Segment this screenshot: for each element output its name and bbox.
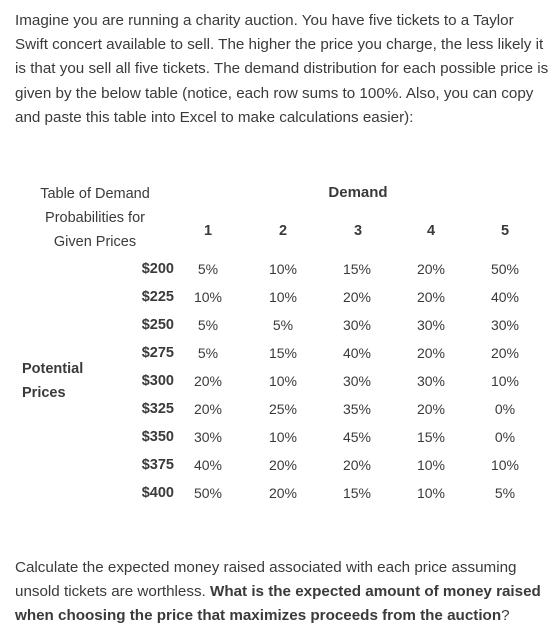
probability-cell: 15% xyxy=(268,345,298,361)
probability-cell: 5% xyxy=(494,485,516,501)
probability-cell: 5% xyxy=(197,261,219,277)
probability-cell: 25% xyxy=(268,401,298,417)
row-header xyxy=(22,357,83,405)
probability-cell: 10% xyxy=(268,373,298,389)
probability-cell: 5% xyxy=(197,317,219,333)
probability-cell: 20% xyxy=(342,457,372,473)
probability-cell: 20% xyxy=(268,485,298,501)
probability-cell: 30% xyxy=(416,317,446,333)
question-bold-text: What is the expected amount of money raised when choosing the price that maximizes proceeds from the auction xyxy=(15,583,541,625)
price-label: $375 xyxy=(141,457,174,473)
price-label: $350 xyxy=(141,429,174,445)
probability-cell: 30% xyxy=(193,429,223,445)
probability-cell: 15% xyxy=(416,429,446,445)
price-label: $225 xyxy=(141,289,174,305)
probability-cell: 10% xyxy=(490,373,520,389)
question-text: Calculate the expected money raised associated with each price assuming unsold tickets are worthless. xyxy=(15,559,517,601)
probability-cell: 45% xyxy=(342,429,372,445)
probability-cell: 20% xyxy=(416,345,446,361)
probability-cell: 40% xyxy=(490,289,520,305)
column-header: 2 xyxy=(278,223,288,239)
column-header: 4 xyxy=(426,223,436,239)
row-header-line: Prices xyxy=(22,385,66,401)
price-label: $275 xyxy=(141,345,174,361)
probability-cell: 50% xyxy=(490,261,520,277)
probability-cell: 35% xyxy=(342,401,372,417)
probability-cell: 10% xyxy=(268,289,298,305)
table-title-line: Table of Demand xyxy=(40,186,150,202)
probability-cell: 10% xyxy=(490,457,520,473)
probability-cell: 20% xyxy=(193,401,223,417)
probability-cell: 10% xyxy=(268,261,298,277)
probability-cell: 10% xyxy=(193,289,223,305)
probability-cell: 5% xyxy=(197,345,219,361)
probability-cell: 40% xyxy=(342,345,372,361)
probability-cell: 30% xyxy=(490,317,520,333)
price-label: $325 xyxy=(141,401,174,417)
probability-cell: 20% xyxy=(342,289,372,305)
table-title-line: Given Prices xyxy=(53,234,137,250)
probability-cell: 40% xyxy=(193,457,223,473)
question-paragraph xyxy=(15,556,549,629)
probability-cell: 10% xyxy=(416,457,446,473)
probability-cell: 15% xyxy=(342,485,372,501)
column-header: 5 xyxy=(500,223,510,239)
price-label: $250 xyxy=(141,317,174,333)
probability-cell: 30% xyxy=(342,373,372,389)
probability-cell: 20% xyxy=(490,345,520,361)
probability-cell: 20% xyxy=(193,373,223,389)
probability-cell: 20% xyxy=(416,289,446,305)
price-label: $300 xyxy=(141,373,174,389)
probability-cell: 0% xyxy=(494,429,516,445)
probability-cell: 0% xyxy=(494,401,516,417)
column-header: 3 xyxy=(353,223,363,239)
price-label: $200 xyxy=(141,261,174,277)
intro-paragraph: Imagine you are running a charity auction. You have five tickets to a Taylor Swift concert available to sell. The higher the price you charge, the less likely it is that you sell all five tickets. The demand distribution for each possible price is given by the below table (notice, each row sums to 100%. Also, you can copy and paste this table into Excel to make calculations easier): xyxy=(15,12,549,126)
price-label: $400 xyxy=(141,485,174,501)
column-header: 1 xyxy=(203,223,213,239)
probability-cell: 20% xyxy=(416,401,446,417)
question-end: ? xyxy=(501,607,510,625)
probability-cell: 50% xyxy=(193,485,223,501)
table-title-line: Probabilities for xyxy=(45,210,145,226)
row-header-line: Potential xyxy=(22,361,84,377)
probability-cell: 30% xyxy=(416,373,446,389)
probability-cell: 20% xyxy=(268,457,298,473)
table-title xyxy=(30,182,160,254)
demand-header: Demand xyxy=(328,184,388,201)
probability-cell: 30% xyxy=(342,317,372,333)
probability-cell: 5% xyxy=(272,317,294,333)
probability-cell: 10% xyxy=(416,485,446,501)
probability-cell: 15% xyxy=(342,261,372,277)
probability-cell: 10% xyxy=(268,429,298,445)
probability-cell: 20% xyxy=(416,261,446,277)
